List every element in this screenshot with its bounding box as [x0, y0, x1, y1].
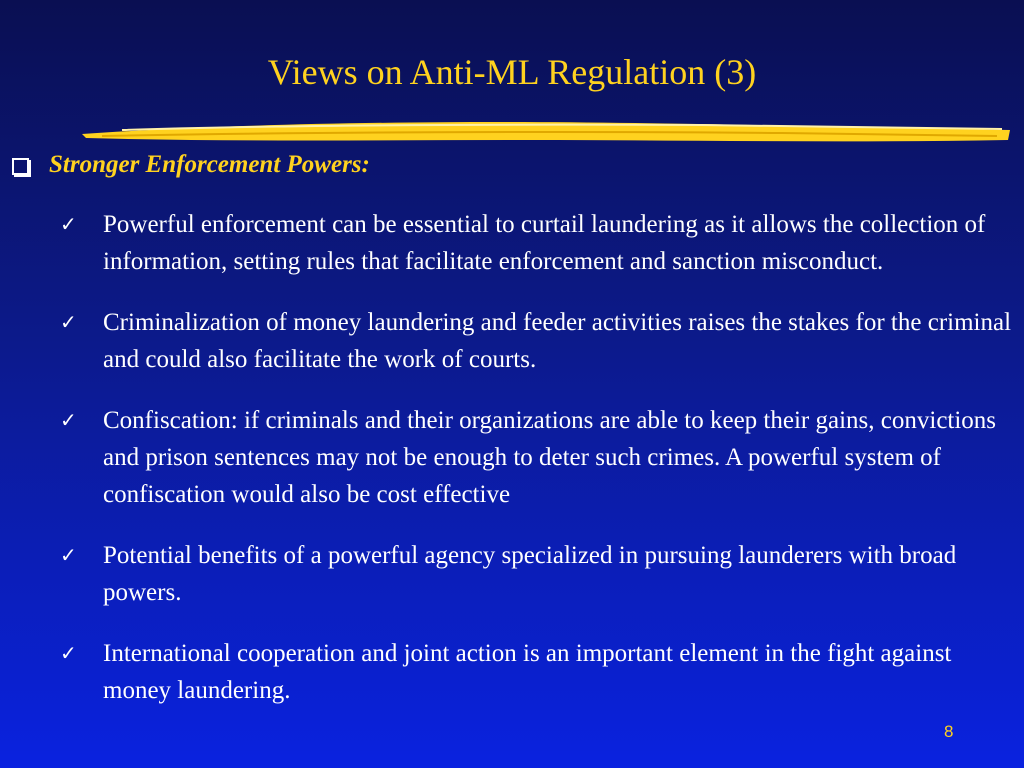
bullet-item [60, 537, 1018, 611]
bullet-text: International cooperation and joint action is an important element in the fight against money laundering. [103, 640, 952, 704]
checkmark-icon: ✓ [60, 543, 77, 567]
bullet-item [60, 402, 1018, 513]
slide-title: Views on Anti-ML Regulation (3) [267, 52, 757, 92]
checkmark-icon: ✓ [60, 310, 77, 334]
checkmark-icon: ✓ [60, 212, 77, 236]
bullet-text: Powerful enforcement can be essential to curtail laundering as it allows the collection of information, setting rules that facilitate enforcement and sanction misconduct. [103, 211, 986, 275]
section-heading: Stronger Enforcement Powers: [49, 151, 370, 178]
bullet-item [60, 635, 1018, 709]
section-heading-row [12, 148, 370, 182]
checkmark-icon: ✓ [60, 641, 77, 665]
bullet-item [60, 206, 1018, 280]
brush-stroke-divider [82, 116, 1010, 148]
checkmark-icon: ✓ [60, 408, 77, 432]
bullet-text: Potential benefits of a powerful agency specialized in pursuing launderers with broad powers. [103, 542, 957, 606]
page-number: 8 [944, 722, 954, 741]
bullet-text: Confiscation: if criminals and their organizations are able to keep their gains, convictions and prison sentences may not be enough to deter such crimes. A powerful system of confiscation would also be cost effective [103, 407, 997, 508]
bullet-text: Criminalization of money laundering and feeder activities raises the stakes for the criminal and could also facilitate the work of courts. [103, 309, 1012, 373]
bullet-item [60, 304, 1018, 378]
bullet-list [60, 206, 1018, 733]
square-bullet-icon [12, 158, 29, 175]
